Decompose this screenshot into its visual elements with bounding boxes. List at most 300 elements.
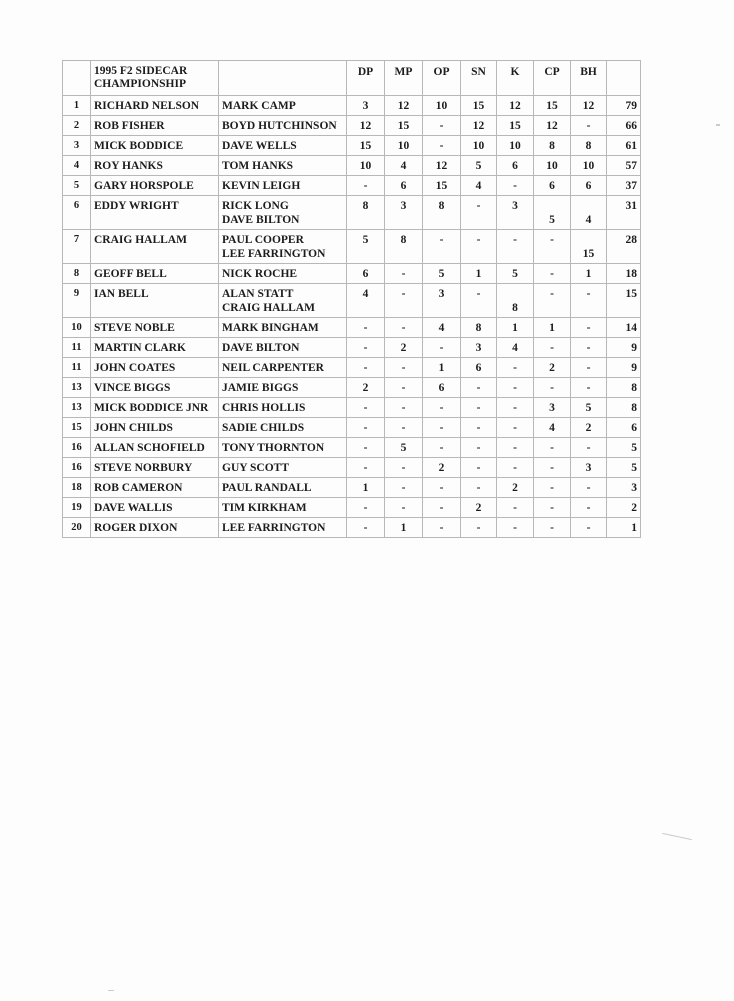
- score-value: -: [363, 502, 368, 514]
- passenger-cell: [219, 230, 347, 264]
- score-value: 2: [438, 462, 445, 474]
- table-row: [63, 498, 641, 518]
- score-cell: [571, 318, 607, 338]
- score-value: -: [550, 482, 554, 494]
- score-value: -: [476, 422, 481, 434]
- score-cell: [497, 96, 534, 116]
- score-value: 8: [549, 140, 555, 152]
- driver-cell: ROGER DIXON: [91, 518, 219, 538]
- score-cell: [385, 176, 423, 196]
- score-value: -: [513, 462, 517, 474]
- score-value: 5: [585, 402, 592, 414]
- score-value: -: [439, 422, 444, 434]
- driver-cell: JOHN CHILDS: [91, 418, 219, 438]
- position-cell: 2: [63, 116, 91, 136]
- score-value: -: [513, 234, 517, 246]
- score-cell: [461, 498, 497, 518]
- score-cell: [497, 264, 534, 284]
- score-value: 12: [546, 120, 558, 132]
- score-value: -: [476, 200, 481, 212]
- score-cell: [461, 156, 497, 176]
- score-value: -: [550, 342, 554, 354]
- passenger-cell: [219, 398, 347, 418]
- header-pos-cell: [63, 61, 91, 96]
- score-cell: [347, 478, 385, 498]
- score-value: -: [476, 442, 481, 454]
- total-cell: 37: [607, 176, 641, 196]
- score-value: 8: [585, 140, 592, 152]
- score-cell: [461, 318, 497, 338]
- score-cell: [385, 136, 423, 156]
- score-cell: [461, 478, 497, 498]
- score-cell: [571, 96, 607, 116]
- score-cell: [423, 136, 461, 156]
- passenger-name: NICK ROCHE: [222, 268, 298, 280]
- score-value: 1: [549, 322, 555, 334]
- passenger-cell: [219, 264, 347, 284]
- passenger-cell: [219, 318, 347, 338]
- score-value: 12: [435, 160, 448, 172]
- table-row: [63, 136, 641, 156]
- passenger-cell: [219, 176, 347, 196]
- table-title: 1995 F2 SIDECAR CHAMPIONSHIP: [91, 61, 219, 96]
- score-value: 2: [549, 362, 555, 374]
- passenger-name: TIM KIRKHAM: [222, 502, 307, 514]
- score-cell: [497, 378, 534, 398]
- column-header: K: [497, 61, 534, 96]
- score-value: 12: [582, 100, 595, 112]
- score-value: -: [476, 482, 481, 494]
- score-value: 12: [359, 120, 372, 132]
- score-cell: [497, 176, 534, 196]
- score-value: [350, 247, 381, 261]
- driver-cell: IAN BELL: [91, 284, 219, 318]
- score-value: 5: [362, 234, 369, 246]
- score-cell: [347, 264, 385, 284]
- score-cell: [461, 196, 497, 230]
- score-value: 3: [400, 200, 407, 212]
- passenger-cell: [219, 518, 347, 538]
- score-cell: [534, 338, 571, 358]
- score-value: -: [586, 120, 591, 132]
- column-header: OP: [423, 61, 461, 96]
- score-cell: [423, 196, 461, 230]
- score-value: 1: [585, 268, 592, 280]
- total-cell: 18: [607, 264, 641, 284]
- score-value: -: [363, 442, 368, 454]
- score-value: [574, 301, 603, 315]
- score-value: 10: [509, 140, 521, 152]
- score-cell: [497, 136, 534, 156]
- score-value: -: [513, 362, 517, 374]
- total-cell: 5: [607, 438, 641, 458]
- score-value: 4: [585, 214, 592, 226]
- score-value: -: [401, 362, 406, 374]
- passenger-cell: [219, 458, 347, 478]
- score-value: -: [439, 234, 444, 246]
- score-value: -: [401, 422, 406, 434]
- score-cell: [571, 458, 607, 478]
- scan-speck: [108, 990, 114, 991]
- score-cell: [423, 398, 461, 418]
- score-value: 5: [512, 268, 518, 280]
- total-cell: 5: [607, 458, 641, 478]
- total-cell: 14: [607, 318, 641, 338]
- score-value: 12: [509, 100, 521, 112]
- column-header: CP: [534, 61, 571, 96]
- score-cell: [385, 378, 423, 398]
- total-cell: 9: [607, 358, 641, 378]
- total-cell: 15: [607, 284, 641, 318]
- score-value: -: [401, 502, 406, 514]
- position-cell: 13: [63, 398, 91, 418]
- passenger-cell: [219, 156, 347, 176]
- passenger-cell: [219, 438, 347, 458]
- table-row: [63, 318, 641, 338]
- score-cell: [497, 418, 534, 438]
- score-cell: [423, 116, 461, 136]
- score-value: -: [401, 382, 406, 394]
- score-cell: [461, 96, 497, 116]
- passenger-name: TOM HANKS: [222, 160, 294, 172]
- score-cell: [347, 498, 385, 518]
- score-cell: [347, 418, 385, 438]
- passenger-name: DAVE WELLS: [222, 140, 297, 152]
- column-header: MP: [385, 61, 423, 96]
- score-cell: [534, 96, 571, 116]
- score-cell: [497, 478, 534, 498]
- position-cell: 19: [63, 498, 91, 518]
- score-value: 2: [512, 482, 518, 494]
- score-value: 15: [546, 100, 558, 112]
- score-cell: [347, 156, 385, 176]
- score-cell: [571, 438, 607, 458]
- score-value: 6: [362, 268, 369, 280]
- driver-cell: VINCE BIGGS: [91, 378, 219, 398]
- column-header: BH: [571, 61, 607, 96]
- score-cell: [461, 230, 497, 264]
- score-value: 5: [475, 160, 482, 172]
- score-value: -: [550, 288, 554, 300]
- score-value: 12: [472, 120, 485, 132]
- passenger-name: CRAIG HALLAM: [222, 302, 315, 314]
- score-value: -: [513, 180, 517, 192]
- driver-cell: ROY HANKS: [91, 156, 219, 176]
- score-cell: [571, 478, 607, 498]
- score-value: 10: [582, 160, 595, 172]
- score-value: 12: [397, 100, 410, 112]
- score-cell: [385, 264, 423, 284]
- score-value: -: [476, 382, 481, 394]
- header-row: [63, 61, 641, 96]
- passenger-name: NEIL CARPENTER: [222, 362, 324, 374]
- score-cell: [571, 156, 607, 176]
- column-header: SN: [461, 61, 497, 96]
- passenger-cell: [219, 358, 347, 378]
- score-value: 10: [359, 160, 372, 172]
- total-cell: 28: [607, 230, 641, 264]
- score-cell: [571, 136, 607, 156]
- score-cell: [347, 398, 385, 418]
- score-value: 6: [585, 180, 592, 192]
- score-value: -: [476, 288, 481, 300]
- passenger-cell: [219, 418, 347, 438]
- score-cell: [347, 378, 385, 398]
- total-cell: 79: [607, 96, 641, 116]
- score-value: [464, 301, 493, 315]
- score-value: 6: [438, 382, 445, 394]
- passenger-cell: [219, 478, 347, 498]
- score-value: 2: [362, 382, 369, 394]
- column-header: DP: [347, 61, 385, 96]
- score-cell: [571, 398, 607, 418]
- score-value: -: [513, 422, 517, 434]
- score-cell: [571, 176, 607, 196]
- table-row: [63, 358, 641, 378]
- total-cell: 66: [607, 116, 641, 136]
- score-value: 2: [400, 342, 407, 354]
- score-cell: [534, 478, 571, 498]
- score-value: -: [586, 322, 591, 334]
- score-cell: [497, 518, 534, 538]
- score-value: -: [476, 402, 481, 414]
- driver-cell: MICK BODDICE JNR: [91, 398, 219, 418]
- score-cell: [347, 96, 385, 116]
- score-value: -: [439, 402, 444, 414]
- score-cell: [347, 358, 385, 378]
- passenger-cell: [219, 196, 347, 230]
- score-cell: [423, 438, 461, 458]
- score-cell: [385, 438, 423, 458]
- passenger-cell: [219, 116, 347, 136]
- driver-cell: STEVE NORBURY: [91, 458, 219, 478]
- position-cell: 8: [63, 264, 91, 284]
- score-cell: [385, 116, 423, 136]
- score-value: 1: [512, 322, 518, 334]
- score-value: -: [586, 522, 591, 534]
- score-cell: [385, 230, 423, 264]
- position-cell: 11: [63, 358, 91, 378]
- score-value: 6: [512, 160, 518, 172]
- driver-cell: GEOFF BELL: [91, 264, 219, 284]
- table-row: [63, 96, 641, 116]
- passenger-name: PAUL RANDALL: [222, 482, 312, 494]
- score-value: -: [476, 462, 481, 474]
- score-cell: [347, 438, 385, 458]
- score-cell: [571, 196, 607, 230]
- score-value: 8: [438, 200, 445, 212]
- scan-speck: [662, 833, 692, 840]
- passenger-name: LEE FARRINGTON: [222, 248, 326, 260]
- score-value: [537, 301, 567, 315]
- score-cell: [571, 264, 607, 284]
- score-value: 3: [585, 462, 592, 474]
- score-value: -: [550, 462, 554, 474]
- driver-cell: MICK BODDICE: [91, 136, 219, 156]
- score-value: 4: [438, 322, 445, 334]
- score-cell: [423, 498, 461, 518]
- score-cell: [571, 230, 607, 264]
- driver-cell: GARY HORSPOLE: [91, 176, 219, 196]
- score-value: 4: [475, 180, 482, 192]
- table-row: [63, 478, 641, 498]
- score-cell: [423, 478, 461, 498]
- score-cell: [534, 264, 571, 284]
- score-cell: [534, 284, 571, 318]
- score-cell: [534, 318, 571, 338]
- position-cell: 7: [63, 230, 91, 264]
- position-cell: 16: [63, 458, 91, 478]
- driver-cell: ROB CAMERON: [91, 478, 219, 498]
- score-cell: [461, 518, 497, 538]
- score-cell: [497, 438, 534, 458]
- score-cell: [461, 116, 497, 136]
- score-value: -: [513, 522, 517, 534]
- score-cell: [385, 284, 423, 318]
- score-value: -: [439, 502, 444, 514]
- table-row: [63, 156, 641, 176]
- passenger-cell: [219, 96, 347, 116]
- score-value: -: [513, 442, 517, 454]
- total-cell: 1: [607, 518, 641, 538]
- score-value: [388, 247, 419, 261]
- passenger-name: DAVE BILTON: [222, 214, 300, 226]
- score-cell: [497, 284, 534, 318]
- score-cell: [534, 378, 571, 398]
- scan-speck: [716, 124, 720, 126]
- score-cell: [461, 418, 497, 438]
- score-cell: [461, 176, 497, 196]
- position-cell: 9: [63, 284, 91, 318]
- total-cell: 6: [607, 418, 641, 438]
- score-value: 1: [362, 482, 369, 494]
- score-value: -: [439, 120, 444, 132]
- passenger-name: TONY THORNTON: [222, 442, 325, 454]
- score-value: -: [586, 288, 591, 300]
- score-cell: [461, 284, 497, 318]
- table-row: [63, 338, 641, 358]
- score-cell: [497, 156, 534, 176]
- score-value: -: [586, 362, 591, 374]
- score-value: -: [550, 234, 554, 246]
- score-cell: [534, 136, 571, 156]
- score-value: [500, 247, 530, 261]
- score-cell: [347, 284, 385, 318]
- score-value: -: [550, 522, 554, 534]
- score-value: [388, 301, 419, 315]
- table-row: [63, 230, 641, 264]
- score-value: 15: [509, 120, 521, 132]
- score-cell: [385, 338, 423, 358]
- score-cell: [423, 318, 461, 338]
- score-cell: [423, 338, 461, 358]
- score-cell: [385, 418, 423, 438]
- score-value: -: [439, 342, 444, 354]
- position-cell: 5: [63, 176, 91, 196]
- score-cell: [571, 338, 607, 358]
- score-value: -: [363, 362, 368, 374]
- score-value: 4: [400, 160, 407, 172]
- score-cell: [497, 398, 534, 418]
- header-passenger-cell: [219, 61, 347, 96]
- table-body: [63, 61, 641, 538]
- score-value: 10: [546, 160, 558, 172]
- score-cell: [385, 458, 423, 478]
- score-value: 15: [435, 180, 448, 192]
- total-cell: 9: [607, 338, 641, 358]
- table-row: [63, 398, 641, 418]
- passenger-name: SADIE CHILDS: [222, 422, 305, 434]
- total-cell: 2: [607, 498, 641, 518]
- score-value: 6: [549, 180, 555, 192]
- score-value: -: [363, 522, 368, 534]
- score-value: [574, 233, 603, 247]
- score-value: 10: [397, 140, 410, 152]
- score-value: -: [363, 462, 368, 474]
- driver-cell: EDDY WRIGHT: [91, 196, 219, 230]
- score-cell: [534, 458, 571, 478]
- passenger-name: MARK BINGHAM: [222, 322, 319, 334]
- score-cell: [423, 176, 461, 196]
- score-value: 3: [549, 402, 555, 414]
- score-value: 2: [585, 422, 592, 434]
- score-value: 1: [400, 522, 407, 534]
- championship-table: [62, 60, 641, 538]
- score-cell: [423, 458, 461, 478]
- score-value: [500, 213, 530, 227]
- passenger-name: ALAN STATT: [222, 288, 294, 300]
- score-value: 5: [400, 442, 407, 454]
- score-cell: [385, 318, 423, 338]
- score-cell: [385, 96, 423, 116]
- header-total-cell: [607, 61, 641, 96]
- score-value: [574, 199, 603, 213]
- score-cell: [534, 230, 571, 264]
- score-cell: [461, 358, 497, 378]
- score-value: [426, 301, 457, 315]
- score-cell: [385, 196, 423, 230]
- position-cell: 13: [63, 378, 91, 398]
- table-row: [63, 518, 641, 538]
- score-value: -: [513, 382, 517, 394]
- total-cell: 31: [607, 196, 641, 230]
- score-value: [537, 247, 567, 261]
- score-cell: [423, 96, 461, 116]
- table-row: [63, 418, 641, 438]
- score-cell: [385, 398, 423, 418]
- score-value: 3: [475, 342, 482, 354]
- score-value: -: [401, 322, 406, 334]
- score-cell: [497, 338, 534, 358]
- score-value: 10: [435, 100, 448, 112]
- score-value: 1: [438, 362, 445, 374]
- score-value: -: [550, 442, 554, 454]
- score-cell: [571, 116, 607, 136]
- score-value: -: [586, 482, 591, 494]
- passenger-name: BOYD HUTCHINSON: [222, 120, 337, 132]
- score-value: -: [401, 482, 406, 494]
- score-value: 15: [472, 100, 485, 112]
- score-value: 15: [582, 248, 595, 260]
- score-value: 8: [400, 234, 407, 246]
- driver-cell: STEVE NOBLE: [91, 318, 219, 338]
- score-cell: [571, 284, 607, 318]
- score-cell: [534, 156, 571, 176]
- score-cell: [497, 498, 534, 518]
- score-cell: [347, 318, 385, 338]
- position-cell: 15: [63, 418, 91, 438]
- score-value: 15: [397, 120, 410, 132]
